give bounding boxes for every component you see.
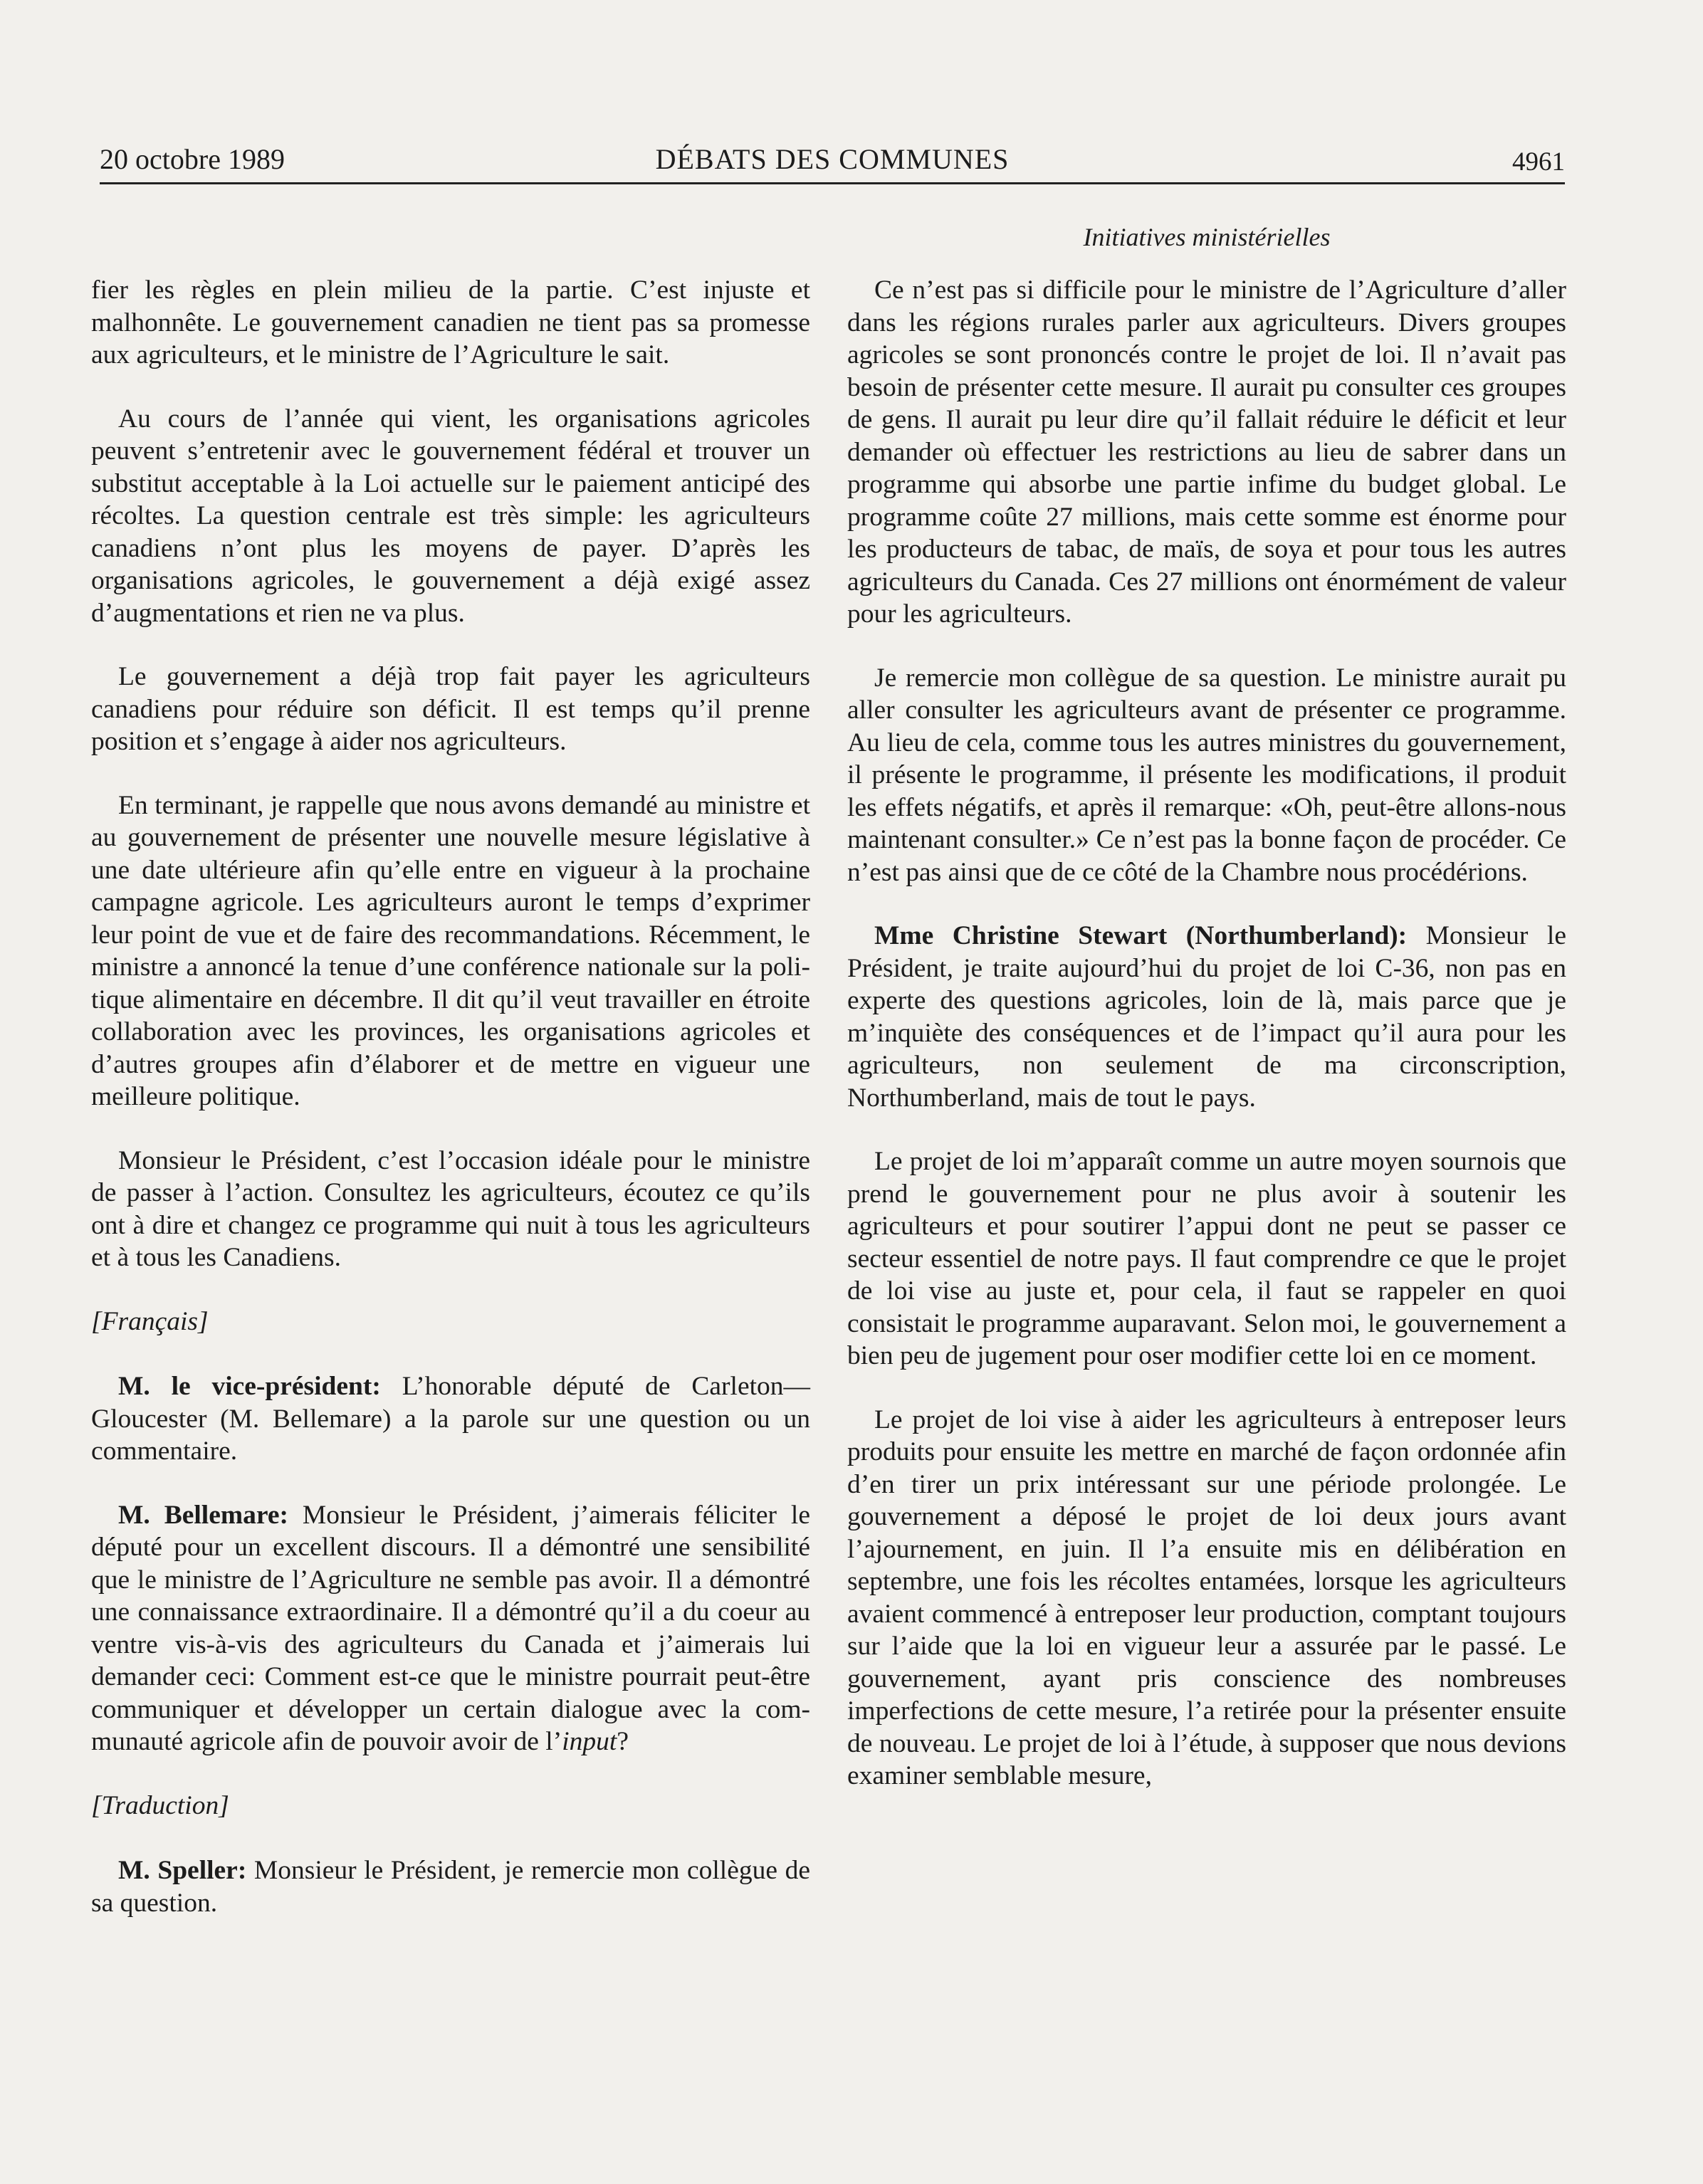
- italic-word: input: [562, 1727, 617, 1756]
- speaker-name: M. le vice-président:: [118, 1372, 381, 1401]
- paragraph: Je remercie mon collègue de sa question. Le ministre aurait pu aller consulter les agriculteurs avant de présenter ce programme. Au lieu de cela, comme tous les autres ministres du gouvernement, il présente le programme, il présente les modifications, il produit les effets négatifs, et après il remarque: «Oh, peut-être allons-nous maintenant consulter.» Ce n’est pas la bonne façon de procéder. Ce n’est pas ainsi que de ce côté de la Chambre nous procédérions.: [847, 663, 1566, 887]
- speech-text: Monsieur le Président, j’aimerais féliciter le député pour un excellent discours. Il a démontré une sensibilité que le ministre de l’Agriculture ne semble pas avoir. Il a démontré une connaissance extraordinaire. Il a démontré qu’il a du coeur au ventre vis-à-vis des agriculteurs du Canada et j’aimerais lui demander ceci: Comment est-ce que le ministre pourrait peut-être communiquer et développer un certain dialogue avec la communauté agricole afin de pouvoir avoir de l’: [91, 1500, 810, 1756]
- speaker-name: Mme Christine Stewart (Northumberland):: [874, 921, 1408, 950]
- speech-text: Monsieur le Président, je remercie mon collègue de sa question.: [91, 1856, 810, 1918]
- speech-text: Monsieur le Président, je traite aujourd’hui du projet de loi C-36, non pas en experte des questions agricoles, loin de là, mais parce que je m’inquiète des conséquences et de l’impact qu’il aura pour les agriculteurs, non seulement de ma circonscription, Northumberland, mais de tout le pays.: [847, 921, 1566, 1113]
- paragraph: Ce n’est pas si difficile pour le ministre de l’Agriculture d’aller dans les régions rurales parler aux agriculteurs. Divers groupes agricoles se sont prononcés contre le projet de loi. Il n’avait pas besoin de présenter cette mesure. Il aurait pu consulter ces groupes de gens. Il aurait pu leur dire qu’il fallait réduire le déficit et leur demander où effectuer les restrictions au lieu de sabrer dans un programme qui absorbe une partie infime du budget global. Le programme coûte 27 millions, mais cette somme est énorme pour les producteurs de tabac, de maïs, de soya et pour tous les autres agriculteurs du Canada. Ces 27 millions ont énormément de valeur pour les agriculteurs.: [847, 275, 1566, 629]
- speech-paragraph: [91, 1499, 810, 1758]
- header-rule: [100, 182, 1565, 184]
- paragraph: Au cours de l’année qui vient, les organisations agricoles peuvent s’entretenir avec le gouvernement fédéral et trouver un substitut acceptable à la Loi actuelle sur le paiement anticipé des récoltes. La question centrale est très simple: les agriculteurs canadiens n’ont plus les moyens de payer. D’après les organisations agricoles, le gouvernement a déjà exigé assez d’augmentations et rien ne va plus.: [91, 404, 810, 628]
- speaker-name: M. Bellemare:: [118, 1500, 288, 1530]
- section-subhead: Initiatives ministérielles: [1083, 223, 1331, 251]
- speech-paragraph: [847, 920, 1566, 1114]
- paragraph: Le projet de loi m’apparaît comme un autre moyen sournois que prend le gouvernement pour ne plus avoir à soutenir les agriculteurs et pour soutirer l’appui dont ne peut se passer ce secteur essentiel de notre pays. Il faut comprendre ce que le projet de loi vise au juste et, pour cela, il faut se rappeler en quoi consistait le programme auparavant. Selon moi, le gouvernement a bien peu de jugement pour oser modifier cette loi en ce moment.: [847, 1147, 1566, 1370]
- header-page-number: 4961: [1512, 147, 1565, 177]
- paragraph: En terminant, je rappelle que nous avons demandé au ministre et au gouvernement de présenter une nouvelle mesure législative à une date ultérieure afin qu’elle entre en vigueur à la prochaine campagne agricole. Les agriculteurs auront le temps d’exprimer leur point de vue et de faire des recommandations. Récemment, le ministre a annoncé la tenue d’une conférence nationale sur la politique alimentaire en décembre. Il dit qu’il veut travailler en étroite collaboration avec les provinces, les organisations agricoles et d’autres groupes afin d’élaborer et de mettre en vigueur une meilleure politique.: [91, 790, 810, 1111]
- speaker-name: M. Speller:: [118, 1856, 247, 1885]
- header-title: DÉBATS DES COMMUNES: [655, 143, 1010, 175]
- right-column: [847, 274, 1566, 1824]
- language-tag: [Traduction]: [91, 1790, 229, 1820]
- page-header: [100, 142, 1565, 185]
- paragraph: fier les règles en plein milieu de la partie. C’est injuste et malhonnête. Le gouvernement canadien ne tient pas sa promesse aux agriculteurs, et le ministre de l’Agriculture le sait.: [91, 275, 810, 369]
- speech-paragraph: [91, 1370, 810, 1468]
- language-tag: [Français]: [91, 1306, 209, 1336]
- header-date: 20 octobre 1989: [100, 143, 285, 175]
- left-column: [91, 274, 810, 1951]
- speech-text: L’honorable député de Carleton—Gloucester (M. Bellemare) a la parole sur une question ou un commentaire.: [91, 1372, 811, 1466]
- paragraph: Le projet de loi vise à aider les agriculteurs à entreposer leurs produits pour ensuite les mettre en marché de façon ordonnée afin d’en tirer un prix intéressant sur une période prolongée. Le gouvernement a déposé le projet de loi deux jours avant l’ajournement, en juin. Il l’a ensuite mis en délibération en septembre, une fois les récoltes entamées, lorsque les agriculteurs avaient commencé à entreposer leur production, comptant toujours sur l’aide que la loi en vigueur leur a assurée par le passé. Le gouvernement, ayant pris conscience des nombreuses imperfections de cette mesure, l’a retirée pour la présenter ensuite de nouveau. Le projet de loi à l’étude, à supposer que nous devions examiner semblable mesure,: [847, 1405, 1566, 1790]
- paragraph: Monsieur le Président, c’est l’occasion idéale pour le ministre de passer à l’action. Consultez les agriculteurs, écoutez ce qu’ils ont à dire et changez ce programme qui nuit à tous les agriculteurs et à tous les Canadiens.: [91, 1145, 810, 1272]
- speech-paragraph: [91, 1854, 810, 1919]
- paragraph: Le gouvernement a déjà trop fait payer les agriculteurs canadiens pour réduire son déficit. Il est temps qu’il prenne position et s’engage à aider nos agriculteurs.: [91, 662, 810, 756]
- speech-text-end: ?: [617, 1727, 629, 1756]
